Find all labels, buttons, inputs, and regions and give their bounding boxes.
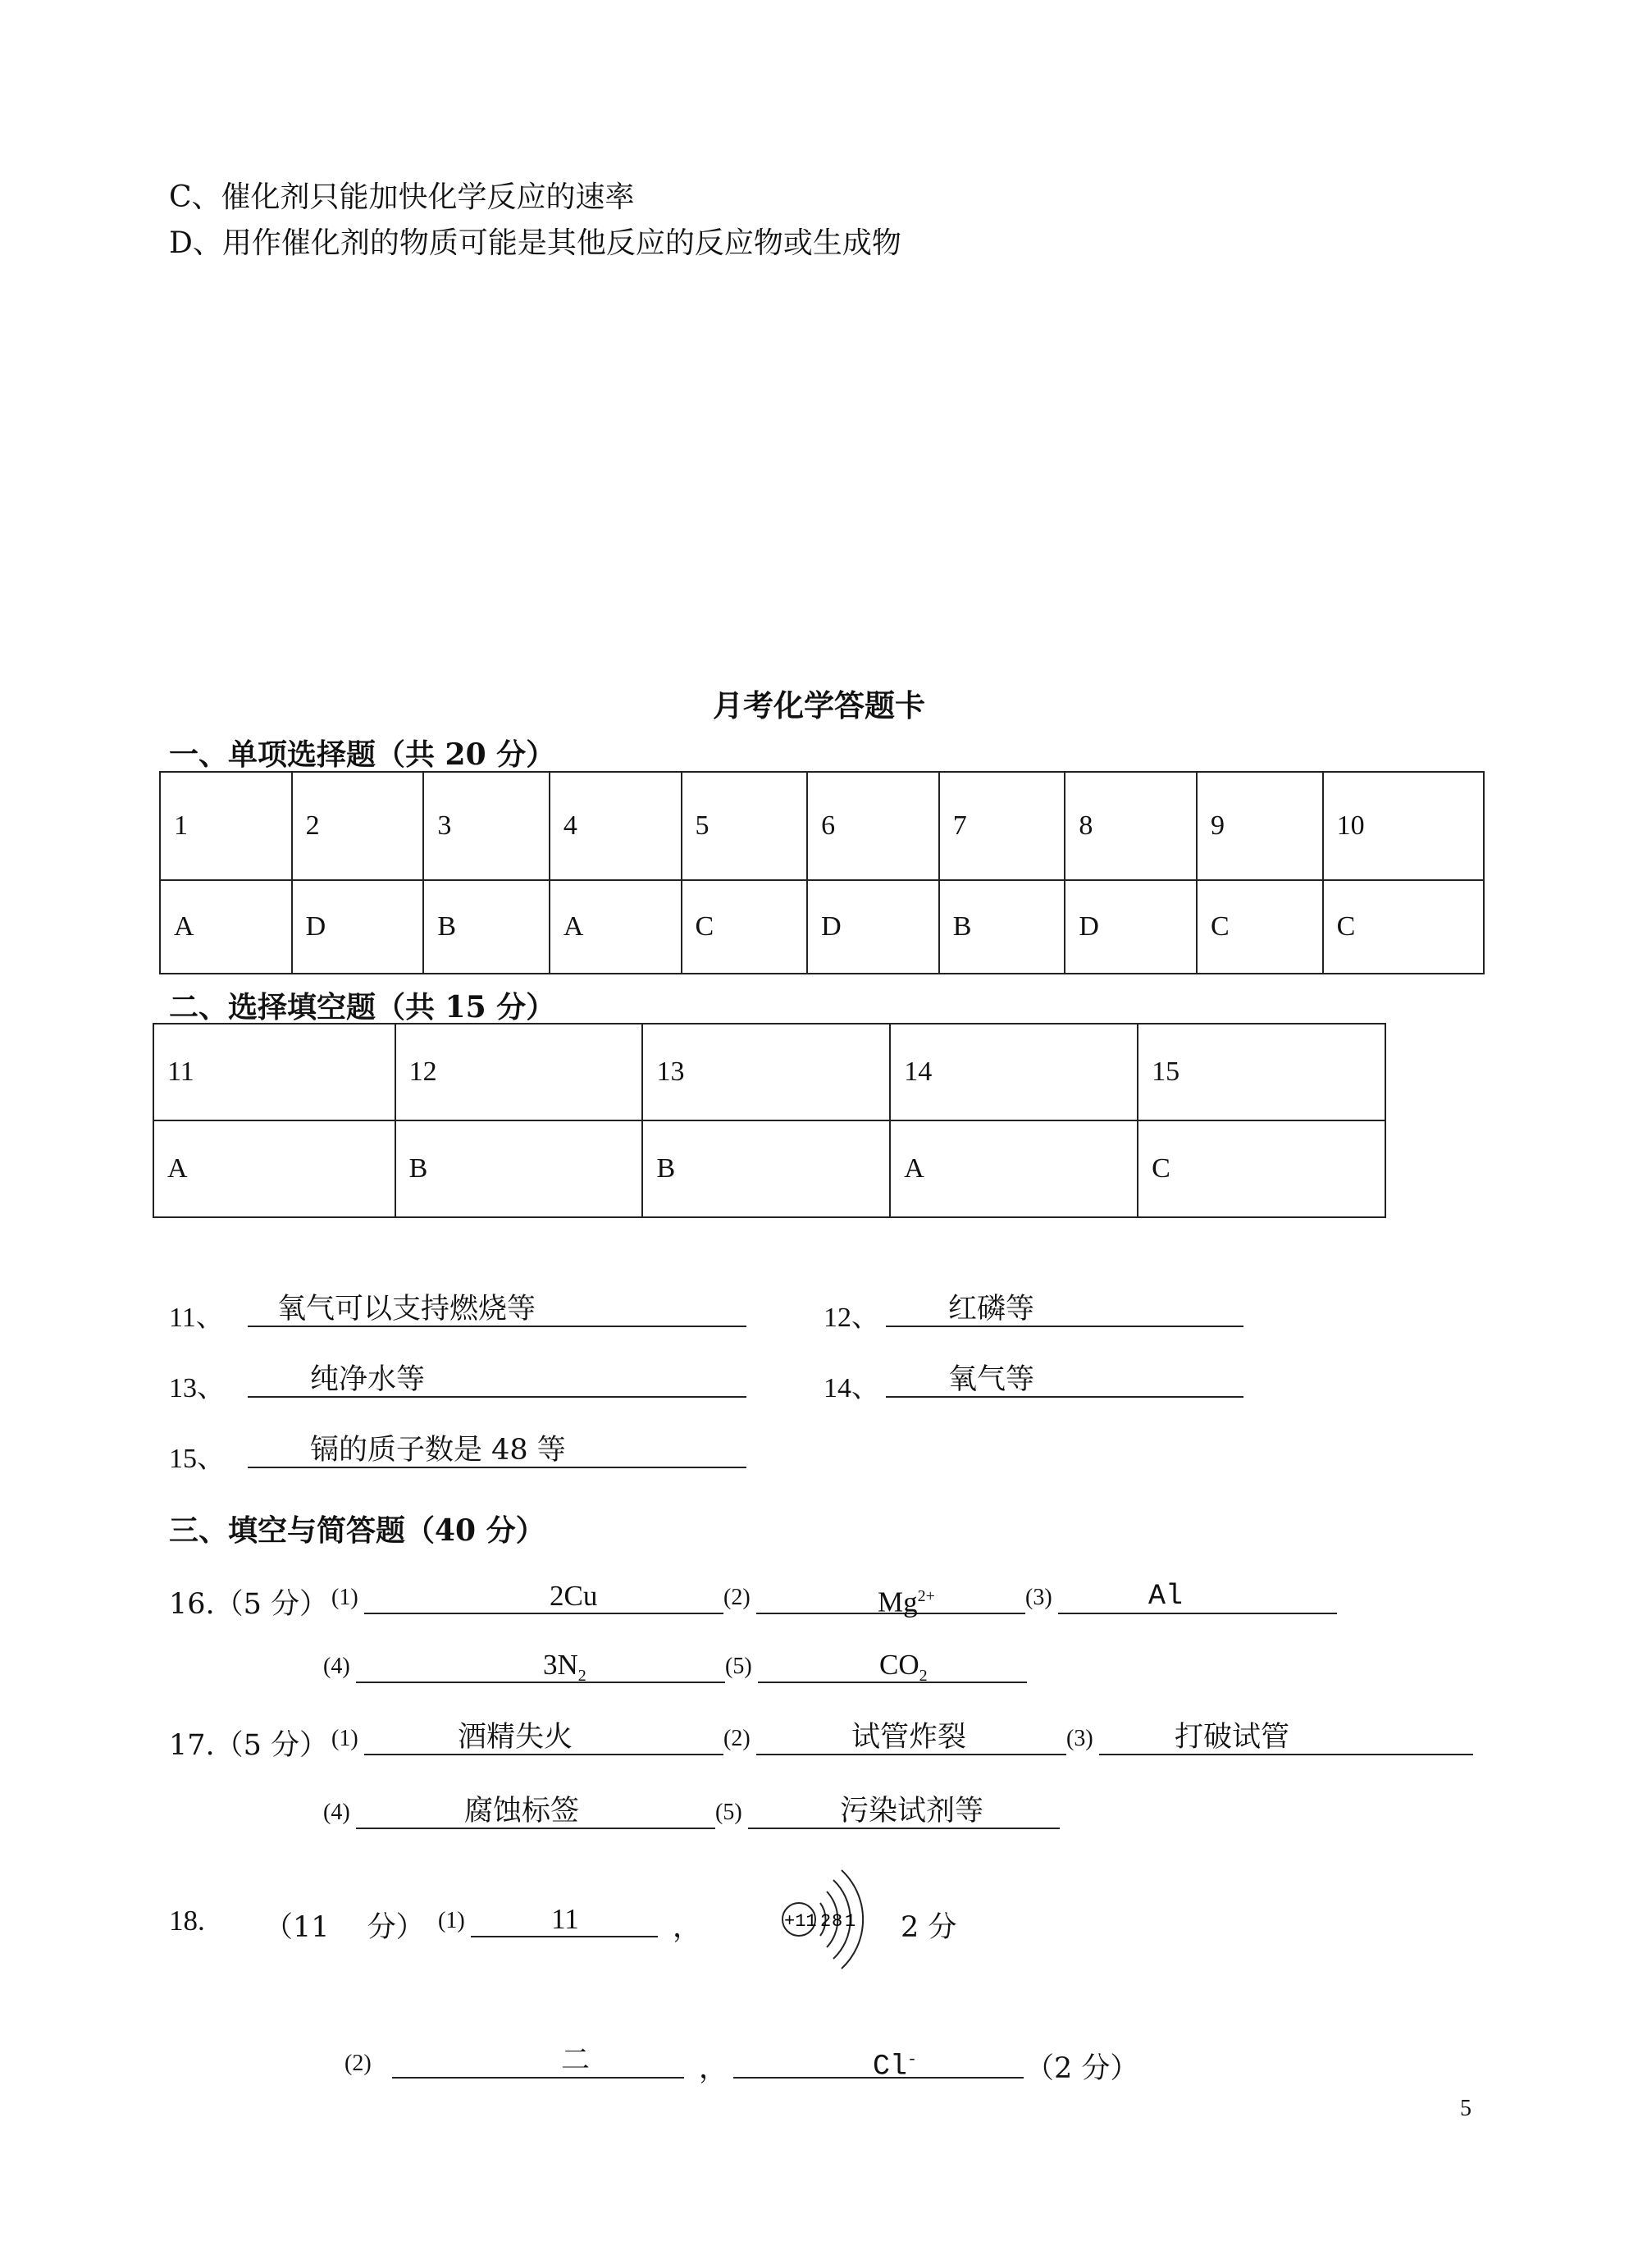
q17-part5-label: (5): [715, 1800, 742, 1825]
s2-answer-cell: A: [890, 1120, 1138, 1217]
q16-label: 16.（5 分）: [169, 1588, 329, 1621]
s1-num-cell: 9: [1197, 772, 1323, 880]
q16-answer2-charge: 2+: [917, 1587, 935, 1605]
s1-answer-cell: B: [939, 880, 1065, 974]
s1-answer-cell: D: [1065, 880, 1197, 974]
q18-score: （11 分）: [264, 1911, 425, 1944]
q17-part2-label: (2): [723, 1726, 751, 1751]
q16-part2-label: (2): [723, 1585, 751, 1610]
section2-number-row: [153, 1024, 1385, 1120]
s1-answer-cell: B: [423, 880, 550, 974]
q16-answer5-base: CO: [879, 1649, 919, 1681]
q16-answer1: 2Cu: [364, 1578, 723, 1614]
s1-num-cell: 5: [682, 772, 808, 880]
section1-answer-row: [160, 880, 1484, 974]
s2-num-cell: 15: [1138, 1024, 1385, 1120]
section3-heading: 三、填空与简答题（40 分）: [169, 1513, 545, 1548]
option-c: C、催化剂只能加快化学反应的速率: [169, 180, 635, 214]
s1-answer-cell: C: [682, 880, 808, 974]
q16-answer5: [758, 1647, 1027, 1683]
q18-comma: ，: [673, 1911, 702, 1944]
s1-answer-cell: C: [1197, 880, 1323, 974]
s1-answer-cell: C: [1323, 880, 1484, 974]
s1-num-cell: 3: [423, 772, 550, 880]
q16-part3-label: (3): [1025, 1585, 1052, 1610]
fill-12-answer: 红磷等: [886, 1291, 1243, 1327]
fill-12-number: 12、: [824, 1303, 879, 1333]
s1-answer-cell: A: [550, 880, 682, 974]
s2-num-cell: 11: [153, 1024, 395, 1120]
section1-number-row: [160, 772, 1484, 880]
nucleus-charge: +11: [784, 1911, 817, 1932]
s1-num-cell: 1: [160, 772, 292, 880]
q16-answer2-base: Mg: [878, 1586, 918, 1618]
s2-answer-cell: C: [1138, 1120, 1385, 1217]
s1-answer-cell: D: [292, 880, 424, 974]
q18-comma2: ，: [699, 2052, 728, 2085]
s1-num-cell: 10: [1323, 772, 1484, 880]
sodium-atom-structure-diagram: [763, 1862, 894, 1977]
q17-label: 17.（5 分）: [169, 1729, 329, 1762]
s1-num-cell: 2: [292, 772, 424, 880]
q18-answer3-charge: -: [907, 2051, 918, 2069]
q16-answer4-base: 3N: [543, 1649, 578, 1681]
section2-table: [153, 1023, 1386, 1218]
shell-electrons-3: 1: [845, 1911, 856, 1932]
section2-heading: 二、选择填空题（共 15 分）: [169, 990, 556, 1024]
s2-answer-cell: B: [395, 1120, 643, 1217]
s1-answer-cell: D: [807, 880, 939, 974]
shell-electrons-1: 2: [820, 1911, 832, 1932]
q16-answer4: [356, 1647, 725, 1683]
s1-answer-cell: A: [160, 880, 292, 974]
section1-table: [159, 771, 1485, 974]
fill-13-number: 13、: [169, 1373, 225, 1403]
q16-answer4-subscript: 2: [577, 1667, 586, 1685]
s1-num-cell: 6: [807, 772, 939, 880]
q17-part4-label: (4): [323, 1800, 350, 1825]
q18-diagram-score: 2 分: [901, 1911, 957, 1944]
s1-num-cell: 4: [550, 772, 682, 880]
shell-electrons-2: 8: [832, 1911, 843, 1932]
s2-num-cell: 14: [890, 1024, 1138, 1120]
fill-14-number: 14、: [824, 1373, 879, 1403]
q17-answer2: 试管炸裂: [756, 1719, 1066, 1755]
q16-part1-label: (1): [331, 1585, 358, 1610]
q17-answer4: 腐蚀标签: [356, 1793, 715, 1829]
q16-answer3: Al: [1058, 1578, 1337, 1614]
fill-15-number: 15、: [169, 1444, 225, 1474]
option-d: D、用作催化剂的物质可能是其他反应的反应物或生成物: [169, 226, 901, 260]
q18-answer1: 11: [471, 1901, 658, 1937]
q18-part1-label: (1): [438, 1908, 465, 1933]
q16-part5-label: (5): [725, 1654, 752, 1679]
fill-11-answer: 氧气可以支持燃烧等: [248, 1291, 746, 1327]
q17-part3-label: (3): [1066, 1726, 1093, 1751]
q18-score2: （2 分）: [1025, 2052, 1139, 2085]
answer-sheet-title: 月考化学答题卡: [713, 687, 925, 723]
atom-diagram-svg: [763, 1862, 894, 1977]
q17-part1-label: (1): [331, 1726, 358, 1751]
s2-num-cell: 13: [642, 1024, 890, 1120]
s2-answer-cell: A: [153, 1120, 395, 1217]
fill-14-answer: 氧气等: [886, 1362, 1243, 1398]
s1-num-cell: 7: [939, 772, 1065, 880]
q17-answer3: 打破试管: [1099, 1719, 1473, 1755]
q17-answer5: 污染试剂等: [748, 1793, 1060, 1829]
q18-part2-label: (2): [344, 2051, 372, 2076]
section2-answer-row: [153, 1120, 1385, 1217]
s2-num-cell: 12: [395, 1024, 643, 1120]
fill-15-answer: 镉的质子数是 48 等: [248, 1432, 746, 1468]
q16-part4-label: (4): [323, 1654, 350, 1679]
s1-num-cell: 8: [1065, 772, 1197, 880]
page-number: 5: [1460, 2096, 1471, 2121]
q18-answer2: 二: [392, 2042, 684, 2079]
q18-label: 18.: [169, 1905, 205, 1937]
q16-answer2: [756, 1578, 1025, 1618]
fill-13-answer: 纯净水等: [248, 1362, 746, 1398]
q17-answer1: 酒精失火: [364, 1719, 723, 1755]
q18-answer3-base: Cl: [873, 2050, 908, 2083]
q18-answer3: [733, 2042, 1024, 2083]
q16-answer5-subscript: 2: [919, 1667, 928, 1685]
section1-heading: 一、单项选择题（共 20 分）: [169, 737, 556, 772]
fill-11-number: 11、: [169, 1303, 224, 1333]
s2-answer-cell: B: [642, 1120, 890, 1217]
